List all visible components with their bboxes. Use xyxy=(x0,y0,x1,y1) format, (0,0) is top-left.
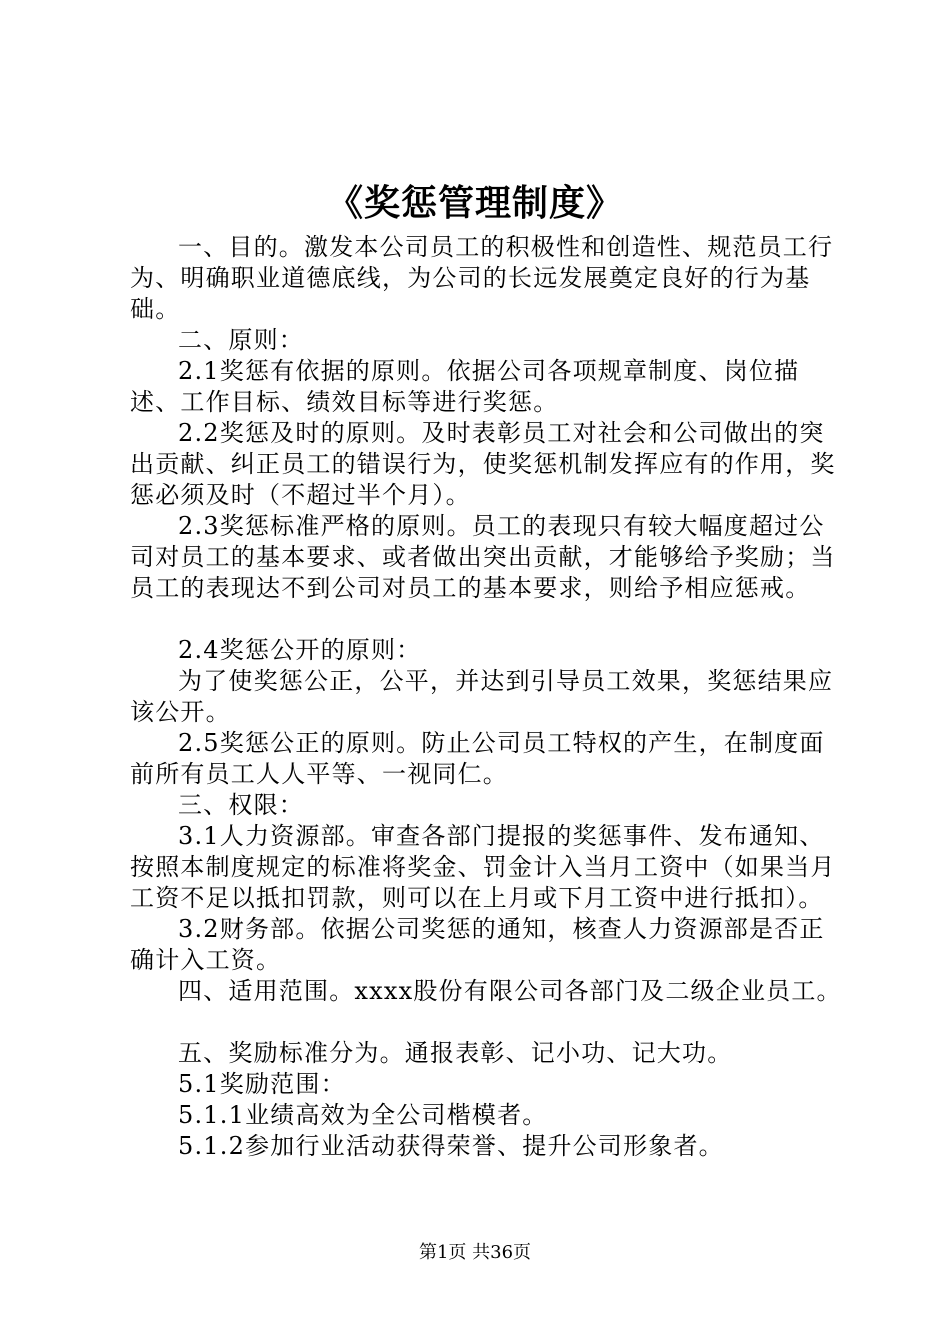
paragraph-principle-2-2: 2.2奖惩及时的原则。及时表彰员工对社会和公司做出的突出贡献、纠正员工的错误行为，使奖惩机制发挥应有的作用，奖惩必须及时（不超过半个月）。 xyxy=(130,419,836,509)
paragraph-authority-3-2: 3.2财务部。依据公司奖惩的通知，核查人力资源部是否正确计入工资。 xyxy=(130,915,825,974)
document-body xyxy=(130,232,848,1162)
paragraph-reward-5-1-2: 5.1.2参加行业活动获得荣誉、提升公司形象者。 xyxy=(178,1132,724,1160)
paragraph-purpose: 一、目的。激发本公司员工的积极性和创造性、规范员工行为、明确职业道德底线，为公司的长远发展奠定良好的行为基础。 xyxy=(130,233,834,323)
paragraph-principle-2-3: 2.3奖惩标准严格的原则。员工的表现只有较大幅度超过公司对员工的基本要求、或者做出突出贡献，才能够给予奖励；当员工的表现达不到公司对员工的基本要求，则给予相应惩戒。 xyxy=(130,512,836,602)
paragraph-authority-3-1: 3.1人力资源部。审查各部门提报的奖惩事件、发布通知、按照本制度规定的标准将奖金、罚金计入当月工资中（如果当月工资不足以抵扣罚款，则可以在上月或下月工资中进行抵扣）。 xyxy=(130,822,836,912)
paragraph-scope: 四、适用范围。xxxx股份有限公司各部门及二级企业员工。 xyxy=(178,977,842,1005)
paragraph-principle-2-5: 2.5奖惩公正的原则。防止公司员工特权的产生，在制度面前所有员工人人平等、一视同仁。 xyxy=(130,729,825,788)
paragraph-principle-2-4-detail: 为了使奖惩公正，公平，并达到引导员工效果，奖惩结果应该公开。 xyxy=(130,667,834,726)
document-title: 《奖惩管理制度》 xyxy=(326,182,623,224)
page-footer: 第1页 共36页 xyxy=(418,1242,532,1263)
paragraph-authority-heading: 三、权限： xyxy=(178,791,304,819)
paragraph-principle-2-1: 2.1奖惩有依据的原则。依据公司各项规章制度、岗位描述、工作目标、绩效目标等进行奖惩。 xyxy=(130,357,800,416)
paragraph-principle-2-4: 2.4奖惩公开的原则： xyxy=(178,636,422,664)
paragraph-reward-scope: 5.1奖励范围： xyxy=(178,1070,346,1098)
paragraph-principles-heading: 二、原则： xyxy=(178,326,304,354)
paragraph-reward-standards: 五、奖励标准分为。通报表彰、记小功、记大功。 xyxy=(178,1039,733,1067)
paragraph-reward-5-1-1: 5.1.1业绩高效为全公司楷模者。 xyxy=(178,1101,548,1129)
